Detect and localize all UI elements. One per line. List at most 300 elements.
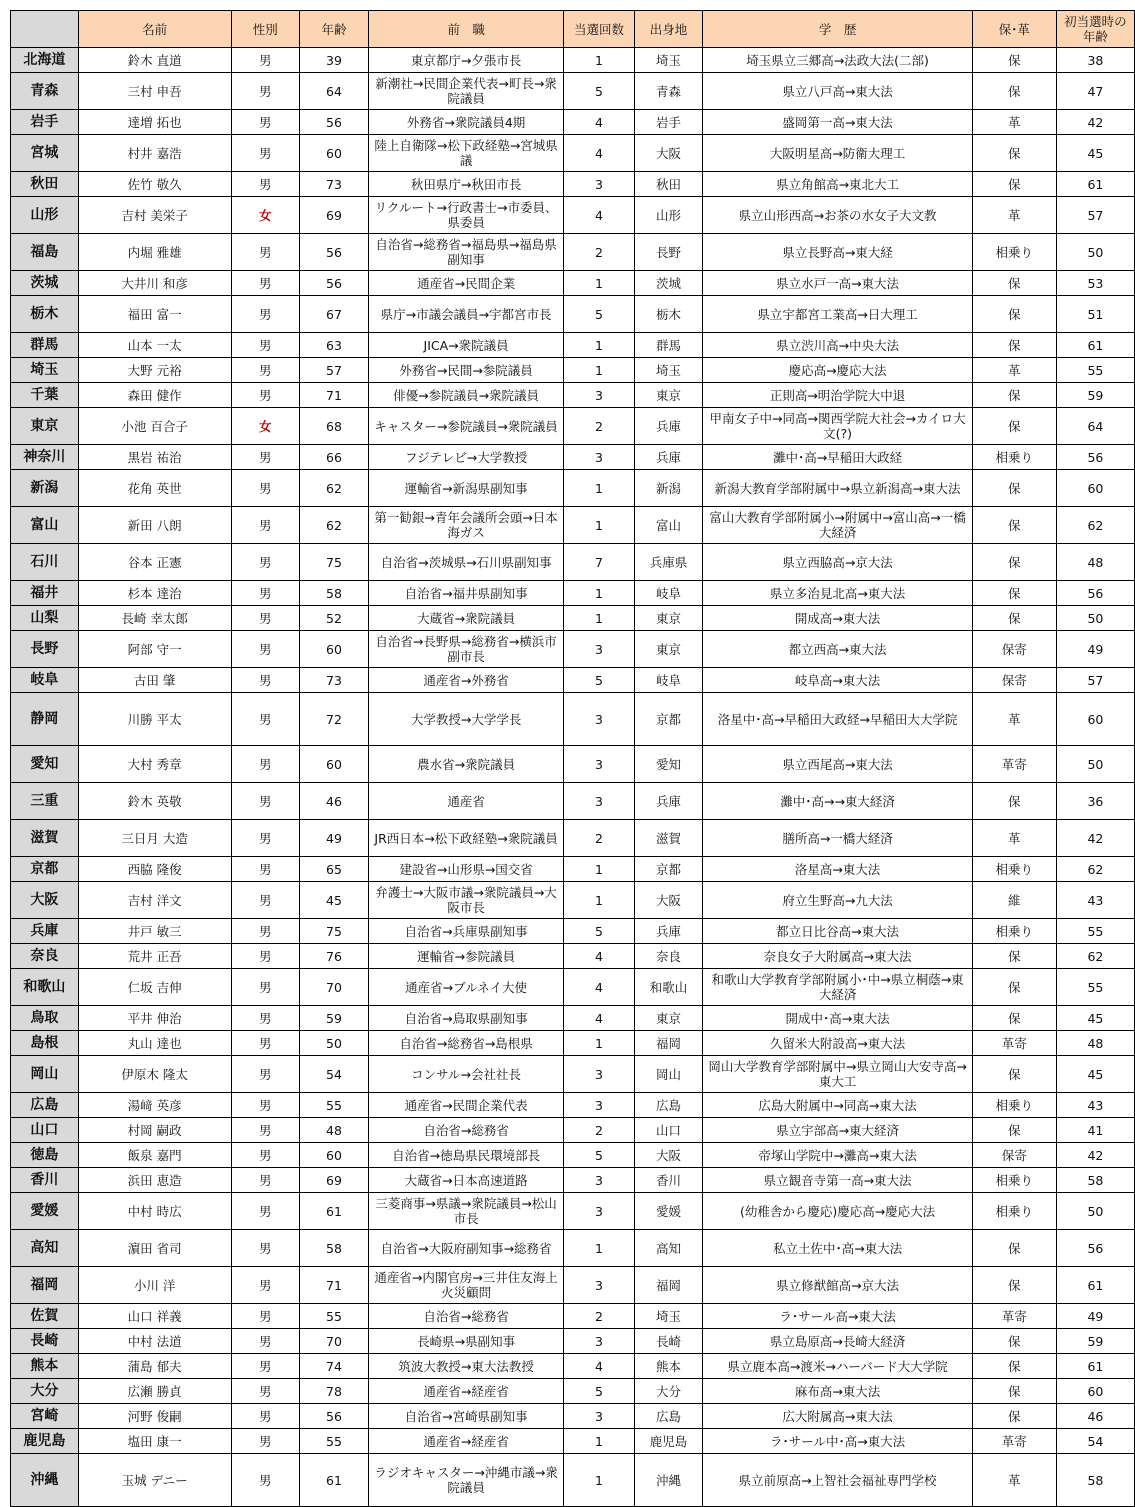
name-cell: 阿部 守一	[78, 631, 231, 668]
prefecture-cell: 富山	[11, 507, 79, 544]
name-cell: 西脇 隆俊	[78, 857, 231, 882]
gender-cell: 男	[231, 271, 300, 296]
education-cell: 帝塚山学院中→灘高→東大法	[703, 1143, 973, 1168]
prefecture-cell: 群馬	[11, 333, 79, 358]
age-cell: 70	[300, 969, 369, 1006]
gender-cell: 男	[231, 1093, 300, 1118]
prefecture-cell: 福島	[11, 234, 79, 271]
career-cell: 通産省→経産省	[368, 1379, 563, 1404]
times-elected-cell: 1	[564, 857, 634, 882]
first-election-age-cell: 61	[1056, 1267, 1134, 1304]
stance-cell: 保	[972, 969, 1056, 1006]
stance-cell: 保	[972, 73, 1056, 110]
governors-table	[10, 10, 1135, 1507]
age-cell: 56	[300, 234, 369, 271]
table-row	[11, 48, 1135, 73]
first-election-age-cell: 38	[1056, 48, 1134, 73]
career-cell: 秋田県庁→秋田市長	[368, 172, 563, 197]
name-cell: 塩田 康一	[78, 1429, 231, 1454]
times-elected-cell: 3	[564, 1056, 634, 1093]
education-cell: 都立西高→東大法	[703, 631, 973, 668]
prefecture-cell: 福井	[11, 581, 79, 606]
career-cell: JICA→衆院議員	[368, 333, 563, 358]
prefecture-cell: 愛媛	[11, 1193, 79, 1230]
career-cell: キャスター→参院議員→衆院議員	[368, 408, 563, 445]
first-election-age-cell: 48	[1056, 544, 1134, 581]
first-election-age-cell: 62	[1056, 857, 1134, 882]
career-cell: 建設省→山形県→国交省	[368, 857, 563, 882]
age-cell: 72	[300, 693, 369, 746]
first-election-age-cell: 50	[1056, 606, 1134, 631]
times-elected-cell: 1	[564, 1454, 634, 1507]
birthplace-cell: 京都	[634, 693, 703, 746]
times-elected-cell: 3	[564, 1193, 634, 1230]
table-row	[11, 408, 1135, 445]
stance-cell: 相乗り	[972, 857, 1056, 882]
age-cell: 66	[300, 445, 369, 470]
gender-cell: 男	[231, 668, 300, 693]
age-cell: 48	[300, 1118, 369, 1143]
career-cell: 外務省→民間→参院議員	[368, 358, 563, 383]
career-cell: 東京都庁→夕張市長	[368, 48, 563, 73]
age-cell: 69	[300, 1168, 369, 1193]
education-cell: 岐阜高→東大法	[703, 668, 973, 693]
birthplace-cell: 栃木	[634, 296, 703, 333]
prefecture-cell: 新潟	[11, 470, 79, 507]
header-career: 前 職	[368, 11, 563, 48]
birthplace-cell: 群馬	[634, 333, 703, 358]
career-cell: 長崎県→県副知事	[368, 1329, 563, 1354]
first-election-age-cell: 50	[1056, 234, 1134, 271]
prefecture-cell: 山梨	[11, 606, 79, 631]
age-cell: 65	[300, 857, 369, 882]
birthplace-cell: 福岡	[634, 1031, 703, 1056]
education-cell: 私立土佐中･高→東大法	[703, 1230, 973, 1267]
gender-cell: 男	[231, 1304, 300, 1329]
gender-cell: 男	[231, 1354, 300, 1379]
table-row	[11, 1354, 1135, 1379]
birthplace-cell: 愛知	[634, 746, 703, 783]
prefecture-cell: 宮城	[11, 135, 79, 172]
stance-cell: 保	[972, 271, 1056, 296]
gender-cell: 男	[231, 882, 300, 919]
stance-cell: 保	[972, 944, 1056, 969]
table-row	[11, 1006, 1135, 1031]
age-cell: 73	[300, 668, 369, 693]
birthplace-cell: 鹿児島	[634, 1429, 703, 1454]
stance-cell: 保	[972, 135, 1056, 172]
times-elected-cell: 3	[564, 631, 634, 668]
table-row	[11, 544, 1135, 581]
times-elected-cell: 1	[564, 358, 634, 383]
birthplace-cell: 奈良	[634, 944, 703, 969]
birthplace-cell: 秋田	[634, 172, 703, 197]
birthplace-cell: 長崎	[634, 1329, 703, 1354]
name-cell: 小池 百合子	[78, 408, 231, 445]
age-cell: 56	[300, 1404, 369, 1429]
table-row	[11, 296, 1135, 333]
prefecture-cell: 鹿児島	[11, 1429, 79, 1454]
prefecture-cell: 神奈川	[11, 445, 79, 470]
birthplace-cell: 兵庫	[634, 408, 703, 445]
name-cell: 小川 洋	[78, 1267, 231, 1304]
name-cell: 内堀 雅雄	[78, 234, 231, 271]
times-elected-cell: 3	[564, 1329, 634, 1354]
table-row	[11, 333, 1135, 358]
age-cell: 73	[300, 172, 369, 197]
gender-cell: 男	[231, 783, 300, 820]
stance-cell: 革寄	[972, 1429, 1056, 1454]
table-row	[11, 606, 1135, 631]
times-elected-cell: 3	[564, 693, 634, 746]
name-cell: 長崎 幸太郎	[78, 606, 231, 631]
stance-cell: 保	[972, 172, 1056, 197]
prefecture-cell: 茨城	[11, 271, 79, 296]
gender-cell: 男	[231, 631, 300, 668]
prefecture-cell: 山形	[11, 197, 79, 234]
table-row	[11, 1230, 1135, 1267]
header-stance: 保･革	[972, 11, 1056, 48]
education-cell: 広大附属高→東大法	[703, 1404, 973, 1429]
age-cell: 57	[300, 358, 369, 383]
birthplace-cell: 大阪	[634, 882, 703, 919]
age-cell: 62	[300, 507, 369, 544]
header-birthplace: 出身地	[634, 11, 703, 48]
times-elected-cell: 3	[564, 783, 634, 820]
gender-cell: 男	[231, 110, 300, 135]
times-elected-cell: 3	[564, 1404, 634, 1429]
prefecture-cell: 広島	[11, 1093, 79, 1118]
birthplace-cell: 和歌山	[634, 969, 703, 1006]
gender-cell: 男	[231, 746, 300, 783]
table-row	[11, 668, 1135, 693]
career-cell: 俳優→参院議員→衆院議員	[368, 383, 563, 408]
name-cell: 川勝 平太	[78, 693, 231, 746]
career-cell: JR西日本→松下政経塾→衆院議員	[368, 820, 563, 857]
table-row	[11, 969, 1135, 1006]
stance-cell: 保寄	[972, 631, 1056, 668]
stance-cell: 保	[972, 470, 1056, 507]
first-election-age-cell: 62	[1056, 507, 1134, 544]
prefecture-cell: 岐阜	[11, 668, 79, 693]
stance-cell: 革寄	[972, 1031, 1056, 1056]
age-cell: 55	[300, 1093, 369, 1118]
age-cell: 69	[300, 197, 369, 234]
career-cell: 通産省	[368, 783, 563, 820]
first-election-age-cell: 51	[1056, 296, 1134, 333]
first-election-age-cell: 58	[1056, 1454, 1134, 1507]
birthplace-cell: 熊本	[634, 1354, 703, 1379]
career-cell: 自治省→鳥取県副知事	[368, 1006, 563, 1031]
first-election-age-cell: 45	[1056, 135, 1134, 172]
education-cell: 大阪明星高→防衛大理工	[703, 135, 973, 172]
prefecture-cell: 北海道	[11, 48, 79, 73]
gender-cell: 男	[231, 857, 300, 882]
career-cell: 自治省→福井県副知事	[368, 581, 563, 606]
name-cell: 濵田 省司	[78, 1230, 231, 1267]
gender-cell: 男	[231, 445, 300, 470]
times-elected-cell: 2	[564, 1118, 634, 1143]
prefecture-cell: 大分	[11, 1379, 79, 1404]
name-cell: 杉本 達治	[78, 581, 231, 606]
education-cell: 広島大附属中→同高→東大法	[703, 1093, 973, 1118]
education-cell: 県立宇都宮工業高→日大理工	[703, 296, 973, 333]
stance-cell: 保	[972, 296, 1056, 333]
first-election-age-cell: 50	[1056, 746, 1134, 783]
stance-cell: 保	[972, 1056, 1056, 1093]
table-row	[11, 135, 1135, 172]
times-elected-cell: 1	[564, 581, 634, 606]
age-cell: 67	[300, 296, 369, 333]
age-cell: 54	[300, 1056, 369, 1093]
prefecture-cell: 石川	[11, 544, 79, 581]
education-cell: 埼玉県立三郷高→法政大法(二部)	[703, 48, 973, 73]
age-cell: 61	[300, 1193, 369, 1230]
education-cell: 県立鹿本高→渡米→ハーバード大大学院	[703, 1354, 973, 1379]
table-body	[11, 48, 1135, 1507]
age-cell: 45	[300, 882, 369, 919]
name-cell: 河野 俊嗣	[78, 1404, 231, 1429]
times-elected-cell: 3	[564, 1267, 634, 1304]
stance-cell: 革	[972, 1454, 1056, 1507]
name-cell: 新田 八朗	[78, 507, 231, 544]
career-cell: 通産省→ブルネイ大使	[368, 969, 563, 1006]
age-cell: 50	[300, 1031, 369, 1056]
prefecture-cell: 徳島	[11, 1143, 79, 1168]
education-cell: ラ･サール中･高→東大法	[703, 1429, 973, 1454]
education-cell: 開成中･高→東大法	[703, 1006, 973, 1031]
education-cell: 久留米大附設高→東大法	[703, 1031, 973, 1056]
gender-cell: 男	[231, 172, 300, 197]
first-election-age-cell: 56	[1056, 581, 1134, 606]
times-elected-cell: 1	[564, 1230, 634, 1267]
times-elected-cell: 1	[564, 333, 634, 358]
table-row	[11, 1193, 1135, 1230]
education-cell: 奈良女子大附属高→東大法	[703, 944, 973, 969]
prefecture-cell: 千葉	[11, 383, 79, 408]
header-times-elected: 当選回数	[564, 11, 634, 48]
stance-cell: 革寄	[972, 746, 1056, 783]
education-cell: 県立前原高→上智社会福祉専門学校	[703, 1454, 973, 1507]
career-cell: 筑波大教授→東大法教授	[368, 1354, 563, 1379]
gender-cell: 男	[231, 73, 300, 110]
birthplace-cell: 埼玉	[634, 1304, 703, 1329]
first-election-age-cell: 61	[1056, 333, 1134, 358]
prefecture-cell: 埼玉	[11, 358, 79, 383]
table-row	[11, 470, 1135, 507]
birthplace-cell: 長野	[634, 234, 703, 271]
first-election-age-cell: 42	[1056, 1143, 1134, 1168]
name-cell: 鈴木 英敬	[78, 783, 231, 820]
stance-cell: 保	[972, 1379, 1056, 1404]
gender-cell: 男	[231, 358, 300, 383]
name-cell: 丸山 達也	[78, 1031, 231, 1056]
name-cell: 井戸 敏三	[78, 919, 231, 944]
name-cell: 中村 法道	[78, 1329, 231, 1354]
prefecture-cell: 奈良	[11, 944, 79, 969]
stance-cell: 保寄	[972, 1143, 1056, 1168]
education-cell: 県立島原高→長崎大経済	[703, 1329, 973, 1354]
first-election-age-cell: 53	[1056, 271, 1134, 296]
name-cell: 伊原木 隆太	[78, 1056, 231, 1093]
prefecture-cell: 岩手	[11, 110, 79, 135]
gender-cell: 男	[231, 606, 300, 631]
prefecture-cell: 大阪	[11, 882, 79, 919]
first-election-age-cell: 64	[1056, 408, 1134, 445]
gender-cell: 男	[231, 48, 300, 73]
age-cell: 60	[300, 746, 369, 783]
first-election-age-cell: 62	[1056, 944, 1134, 969]
education-cell: ラ･サール高→東大法	[703, 1304, 973, 1329]
gender-cell: 男	[231, 944, 300, 969]
education-cell: 岡山大学教育学部附属中→県立岡山大安寺高→東大工	[703, 1056, 973, 1093]
first-election-age-cell: 46	[1056, 1404, 1134, 1429]
table-row	[11, 172, 1135, 197]
name-cell: 玉城 デニー	[78, 1454, 231, 1507]
first-election-age-cell: 61	[1056, 1354, 1134, 1379]
career-cell: 外務省→衆院議員4期	[368, 110, 563, 135]
table-row	[11, 1304, 1135, 1329]
table-row	[11, 1168, 1135, 1193]
prefecture-cell: 三重	[11, 783, 79, 820]
stance-cell: 保	[972, 333, 1056, 358]
first-election-age-cell: 41	[1056, 1118, 1134, 1143]
birthplace-cell: 茨城	[634, 271, 703, 296]
stance-cell: 保	[972, 408, 1056, 445]
prefecture-cell: 沖縄	[11, 1454, 79, 1507]
table-row	[11, 1056, 1135, 1093]
education-cell: 灘中･高→→東大経済	[703, 783, 973, 820]
times-elected-cell: 2	[564, 1304, 634, 1329]
prefecture-cell: 静岡	[11, 693, 79, 746]
age-cell: 55	[300, 1429, 369, 1454]
age-cell: 71	[300, 1267, 369, 1304]
header-row	[11, 11, 1135, 48]
gender-cell: 男	[231, 693, 300, 746]
name-cell: 大井川 和彦	[78, 271, 231, 296]
birthplace-cell: 大阪	[634, 135, 703, 172]
education-cell: 県立角館高→東北大工	[703, 172, 973, 197]
stance-cell: 保	[972, 606, 1056, 631]
education-cell: 県立宇部高→東大経済	[703, 1118, 973, 1143]
education-cell: 都立日比谷高→東大法	[703, 919, 973, 944]
birthplace-cell: 岡山	[634, 1056, 703, 1093]
name-cell: 蒲島 郁夫	[78, 1354, 231, 1379]
gender-cell: 男	[231, 969, 300, 1006]
career-cell: 自治省→総務省→島根県	[368, 1031, 563, 1056]
gender-cell: 男	[231, 296, 300, 333]
header-education: 学 歴	[703, 11, 973, 48]
age-cell: 70	[300, 1329, 369, 1354]
name-cell: 浜田 恵造	[78, 1168, 231, 1193]
stance-cell: 保	[972, 1329, 1056, 1354]
age-cell: 76	[300, 944, 369, 969]
stance-cell: 保	[972, 581, 1056, 606]
gender-cell: 男	[231, 1267, 300, 1304]
prefecture-cell: 山口	[11, 1118, 79, 1143]
table-row	[11, 919, 1135, 944]
table-row	[11, 1143, 1135, 1168]
stance-cell: 保	[972, 1118, 1056, 1143]
birthplace-cell: 滋賀	[634, 820, 703, 857]
birthplace-cell: 高知	[634, 1230, 703, 1267]
birthplace-cell: 青森	[634, 73, 703, 110]
first-election-age-cell: 60	[1056, 470, 1134, 507]
stance-cell: 保	[972, 1354, 1056, 1379]
name-cell: 古田 肇	[78, 668, 231, 693]
career-cell: 自治省→大阪府副知事→総務省	[368, 1230, 563, 1267]
stance-cell: 保	[972, 1267, 1056, 1304]
first-election-age-cell: 50	[1056, 1193, 1134, 1230]
education-cell: 県立水戸一高→東大法	[703, 271, 973, 296]
gender-cell: 男	[231, 135, 300, 172]
first-election-age-cell: 61	[1056, 172, 1134, 197]
prefecture-cell: 高知	[11, 1230, 79, 1267]
first-election-age-cell: 59	[1056, 383, 1134, 408]
first-election-age-cell: 59	[1056, 1329, 1134, 1354]
gender-cell: 男	[231, 1454, 300, 1507]
table-row	[11, 1118, 1135, 1143]
table-row	[11, 1031, 1135, 1056]
table-row	[11, 1329, 1135, 1354]
stance-cell: 保	[972, 507, 1056, 544]
prefecture-cell: 青森	[11, 73, 79, 110]
career-cell: 農水省→衆院議員	[368, 746, 563, 783]
birthplace-cell: 岩手	[634, 110, 703, 135]
gender-cell: 男	[231, 1031, 300, 1056]
stance-cell: 相乗り	[972, 445, 1056, 470]
name-cell: 仁坂 吉伸	[78, 969, 231, 1006]
table-row	[11, 1404, 1135, 1429]
birthplace-cell: 埼玉	[634, 48, 703, 73]
career-cell: ラジオキャスター→沖縄市議→衆院議員	[368, 1454, 563, 1507]
gender-cell: 男	[231, 1056, 300, 1093]
table-row	[11, 1379, 1135, 1404]
stance-cell: 革	[972, 197, 1056, 234]
times-elected-cell: 4	[564, 110, 634, 135]
times-elected-cell: 1	[564, 271, 634, 296]
name-cell: 三村 申吾	[78, 73, 231, 110]
name-cell: 荒井 正吾	[78, 944, 231, 969]
education-cell: 県立渋川高→中央大法	[703, 333, 973, 358]
stance-cell: 革	[972, 110, 1056, 135]
education-cell: 正則高→明治学院大中退	[703, 383, 973, 408]
prefecture-cell: 栃木	[11, 296, 79, 333]
prefecture-cell: 岡山	[11, 1056, 79, 1093]
age-cell: 52	[300, 606, 369, 631]
age-cell: 68	[300, 408, 369, 445]
table-row	[11, 1267, 1135, 1304]
name-cell: 森田 健作	[78, 383, 231, 408]
age-cell: 74	[300, 1354, 369, 1379]
gender-cell: 男	[231, 1379, 300, 1404]
first-election-age-cell: 42	[1056, 820, 1134, 857]
first-election-age-cell: 55	[1056, 919, 1134, 944]
education-cell: 洛星中･高→早稲田大政経→早稲田大大学院	[703, 693, 973, 746]
times-elected-cell: 5	[564, 73, 634, 110]
career-cell: 大蔵省→衆院議員	[368, 606, 563, 631]
first-election-age-cell: 60	[1056, 1379, 1134, 1404]
times-elected-cell: 2	[564, 820, 634, 857]
prefecture-cell: 東京	[11, 408, 79, 445]
education-cell: 洛星高→東大法	[703, 857, 973, 882]
stance-cell: 保	[972, 1006, 1056, 1031]
gender-cell: 男	[231, 1404, 300, 1429]
name-cell: 大野 元裕	[78, 358, 231, 383]
stance-cell: 革	[972, 693, 1056, 746]
table-row	[11, 358, 1135, 383]
age-cell: 63	[300, 333, 369, 358]
